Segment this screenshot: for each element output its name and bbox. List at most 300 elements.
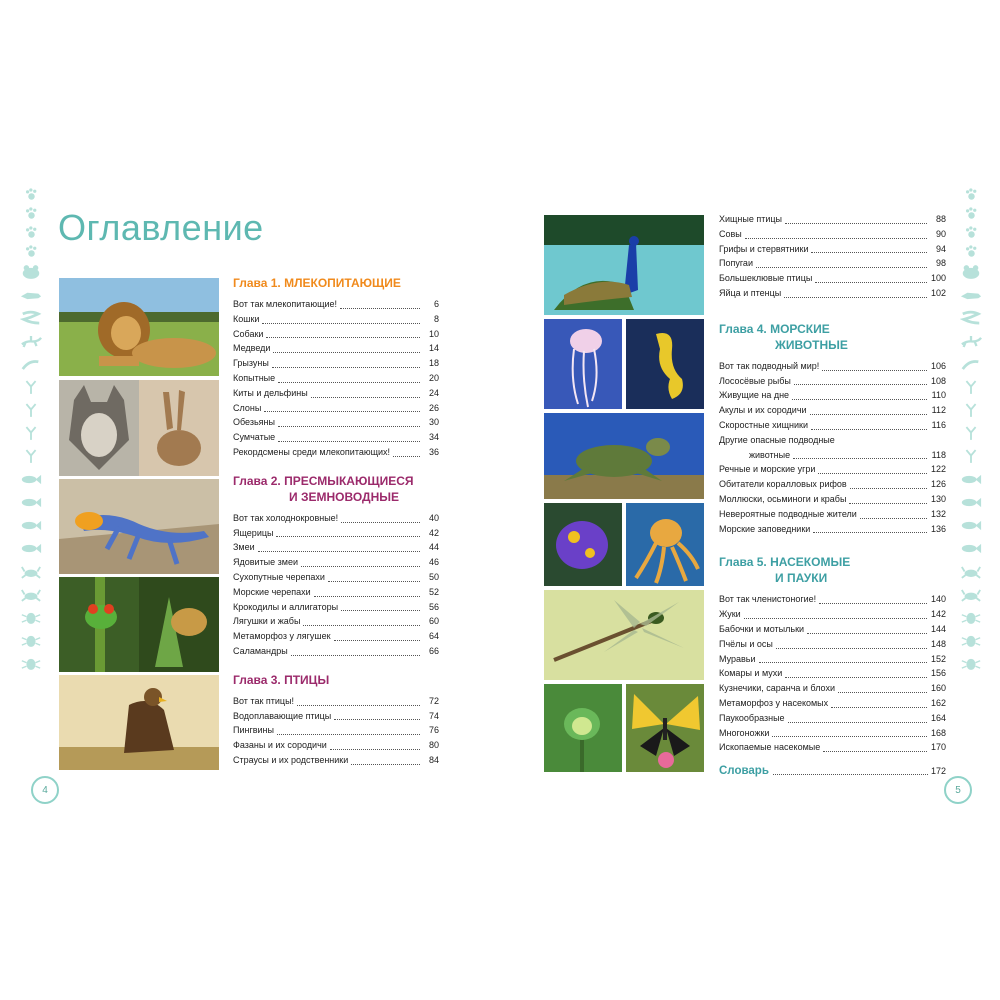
- jellyfish-photo: [544, 319, 622, 409]
- fish-icon: [20, 540, 42, 557]
- leader-dots: [776, 648, 927, 649]
- toc-entry-page: 132: [930, 508, 946, 519]
- leader-dots: [794, 384, 927, 385]
- turtle-photo: [544, 413, 704, 499]
- toc-entry[interactable]: [719, 740, 946, 755]
- toc-entry-page: 52: [428, 586, 439, 597]
- toc-entry-title: Пчёлы и осы: [719, 638, 773, 649]
- toc-entry-page: 152: [930, 653, 946, 664]
- leader-dots: [811, 429, 927, 430]
- toc-entry-title: Вот так холоднокровные!: [233, 512, 339, 523]
- toc-entry-title: Акулы и их сородичи: [719, 405, 807, 416]
- toc-entry-title: Речные и морские угри: [719, 464, 816, 475]
- toc-entry[interactable]: [719, 681, 946, 696]
- leader-dots: [744, 618, 927, 619]
- bug-icon: [960, 655, 982, 672]
- bug-icon: [20, 609, 42, 626]
- toc-entry-title: Комары и мухи: [719, 668, 783, 679]
- toc-entry-page: 136: [930, 523, 946, 534]
- chapter-3-title: ПТИЦЫ: [284, 672, 330, 687]
- toc-entry-title: Морские заповедники: [719, 523, 811, 534]
- toc-entry-page: 14: [428, 343, 439, 354]
- chapter-2: [233, 473, 439, 659]
- toc-entry[interactable]: [233, 723, 439, 738]
- leader-dots: [303, 625, 420, 626]
- bug-icon: [20, 632, 42, 649]
- toc-entry[interactable]: [233, 356, 439, 371]
- toc-entry-page: 40: [428, 512, 439, 523]
- glossary-page: 172: [930, 766, 946, 777]
- toc-entry[interactable]: [233, 585, 439, 600]
- lizard-photo: [59, 479, 219, 574]
- toc-entry-page: 66: [428, 645, 439, 656]
- toc-entry-page: 130: [930, 493, 946, 504]
- leader-dots: [341, 610, 420, 611]
- leader-dots: [278, 426, 420, 427]
- toc-entry-title: Большеклювые птицы: [719, 273, 813, 284]
- leader-dots: [276, 536, 420, 537]
- page-number-right: 5: [944, 776, 972, 804]
- toc-entry-title: Ящерицы: [233, 527, 274, 538]
- toc-entry-page: 106: [930, 360, 946, 371]
- leader-dots: [785, 677, 927, 678]
- toc-entry[interactable]: [719, 462, 946, 477]
- toc-entry-page: 140: [930, 594, 946, 605]
- toc-entry[interactable]: [233, 415, 439, 430]
- leader-dots: [831, 707, 927, 708]
- toc-entry-title: Обезьяны: [233, 417, 275, 428]
- toc-entry-page: 8: [433, 313, 439, 324]
- leader-dots: [788, 722, 927, 723]
- leader-dots: [314, 596, 420, 597]
- snake-icon: [960, 310, 982, 327]
- leader-dots: [849, 503, 927, 504]
- toc-entry-page: 36: [428, 446, 439, 457]
- toc-entry-page: 10: [428, 328, 439, 339]
- paw-icon: [965, 226, 978, 239]
- toc-entry[interactable]: [719, 522, 946, 537]
- leader-dots: [301, 566, 420, 567]
- toc-entry[interactable]: [233, 297, 439, 312]
- leader-dots: [772, 736, 927, 737]
- leader-dots: [393, 456, 420, 457]
- toc-entry-title: Кошки: [233, 313, 260, 324]
- toc-entry-page: 42: [428, 527, 439, 538]
- toc-entry-title: Хищные птицы: [719, 214, 783, 224]
- toc-entry-title: Жуки: [719, 609, 741, 620]
- toc-entry[interactable]: [233, 445, 439, 460]
- leader-dots: [822, 370, 927, 371]
- leader-dots: [291, 655, 420, 656]
- toc-entry-page: 102: [930, 287, 946, 298]
- leader-dots: [823, 751, 927, 752]
- chapter-1-entries: [233, 297, 439, 460]
- fish-icon: [20, 471, 42, 488]
- toc-entry-title: Вот так подводный мир!: [719, 360, 820, 371]
- toc-entry-title: Совы: [719, 228, 742, 239]
- toc-entry-page: 122: [930, 464, 946, 475]
- toc-entry[interactable]: [719, 726, 946, 741]
- nudibranch-photo: [544, 503, 622, 586]
- paw-icon: [25, 207, 38, 220]
- toc-entry-title: Водоплавающие птицы: [233, 710, 332, 721]
- toc-column-right: [719, 212, 946, 779]
- toc-entry[interactable]: [719, 666, 946, 681]
- toc-entry-page: 142: [930, 609, 946, 620]
- toc-entry-title: Обитатели коралловых рифов: [719, 479, 847, 490]
- toc-entry-page: 116: [931, 419, 946, 430]
- toc-entry[interactable]: [233, 327, 439, 342]
- leader-dots: [278, 441, 420, 442]
- leader-dots: [277, 734, 420, 735]
- toc-entry-page: 162: [930, 697, 946, 708]
- octopus-photo: [626, 503, 704, 586]
- toc-entry[interactable]: [719, 696, 946, 711]
- leader-dots: [341, 522, 420, 523]
- leader-dots: [818, 473, 927, 474]
- toc-entry[interactable]: [233, 312, 439, 327]
- toc-entry-page: 108: [930, 375, 946, 386]
- toc-entry[interactable]: [233, 526, 439, 541]
- paw-icon: [25, 188, 38, 201]
- glossary-entry[interactable]: [719, 763, 946, 779]
- leader-dots: [272, 367, 420, 368]
- leader-dots: [792, 399, 927, 400]
- toc-entry[interactable]: [719, 403, 946, 418]
- chapter-5-heading[interactable]: [719, 554, 946, 586]
- left-decor-strip: [14, 188, 48, 808]
- leader-dots: [756, 267, 927, 268]
- footprint-icon: [960, 425, 982, 442]
- toc-entry[interactable]: [719, 256, 946, 271]
- paw-icon: [965, 188, 978, 201]
- snake-icon: [20, 310, 42, 327]
- toc-entry[interactable]: [233, 401, 439, 416]
- footprint-icon: [20, 402, 42, 419]
- leader-dots: [819, 603, 927, 604]
- toc-entry-page: 74: [428, 710, 439, 721]
- toc-entry[interactable]: [233, 341, 439, 356]
- toc-entry[interactable]: [719, 711, 946, 726]
- leader-dots: [785, 223, 927, 224]
- chapter-1-heading[interactable]: [233, 275, 439, 291]
- toc-entry-title: Пингвины: [233, 725, 274, 736]
- toc-entry[interactable]: [233, 738, 439, 753]
- toc-entry[interactable]: [233, 511, 439, 526]
- fish-icon: [20, 494, 42, 511]
- toc-entry-title: Собаки: [233, 328, 264, 339]
- leader-dots: [351, 764, 420, 765]
- toc-entry-title: Грифы и стервятники: [719, 243, 809, 254]
- salamander-icon: [20, 356, 42, 373]
- chapter-3-entries: [233, 694, 439, 768]
- footprint-icon: [20, 425, 42, 442]
- leader-dots: [838, 692, 927, 693]
- toc-entry-page: 100: [930, 273, 946, 284]
- toc-entry-title: Невероятные подводные жители: [719, 508, 857, 519]
- toc-entry-page: 72: [428, 695, 439, 706]
- toc-entry-title: Копытные: [233, 372, 276, 383]
- leader-dots: [745, 238, 927, 239]
- toc-entry-title: Фазаны и их сородичи: [233, 740, 327, 751]
- lizard-icon: [960, 333, 982, 350]
- toc-entry-title: Попугаи: [719, 258, 753, 269]
- toc-entry-page: 170: [930, 742, 946, 753]
- page-title: Оглавление: [58, 207, 264, 248]
- toc-entry-line2: [719, 448, 946, 463]
- footprint-icon: [960, 448, 982, 465]
- toc-entry[interactable]: [719, 477, 946, 492]
- footprint-icon: [960, 402, 982, 419]
- leader-dots: [759, 662, 927, 663]
- toc-entry-title: Сумчатые: [233, 432, 276, 443]
- toc-entry-page: 24: [428, 387, 439, 398]
- lion-photo: [59, 278, 219, 376]
- leader-dots: [328, 581, 420, 582]
- toc-entry-title: Бабочки и мотыльки: [719, 623, 805, 634]
- fish-icon: [960, 540, 982, 557]
- chapter-2-entries: [233, 511, 439, 659]
- chapter-5-title-line1: НАСЕКОМЫЕ: [770, 555, 851, 570]
- toc-entry-title: Ядовитые змеи: [233, 557, 299, 568]
- toc-entry[interactable]: [719, 212, 946, 227]
- leader-dots: [860, 518, 927, 519]
- toc-entry-title: Другие опасные подводные: [719, 434, 835, 445]
- toc-entry[interactable]: [719, 637, 946, 652]
- chapter-5-label: Глава 5.: [719, 555, 767, 570]
- toc-entry-page: 88: [935, 214, 946, 224]
- toc-entry-title: Слоны: [233, 402, 262, 413]
- toc-entry-title: Ископаемые насекомые: [719, 742, 821, 753]
- toc-entry-page: 112: [931, 405, 946, 416]
- toc-entry-page: 160: [930, 683, 946, 694]
- leader-dots: [810, 414, 927, 415]
- chapter-2-title-line1: ПРЕСМЫКАЮЩИЕСЯ: [284, 473, 414, 488]
- toc-entry-title: Вот так млекопитающие!: [233, 299, 338, 309]
- toc-entry-title: Лососёвые рыбы: [719, 375, 791, 386]
- chapter-4-title-line2: ЖИВОТНЫЕ: [775, 337, 848, 352]
- toc-entry-title: Кузнечики, саранча и блохи: [719, 683, 835, 694]
- toc-entry-title: Метаморфоз у насекомых: [719, 697, 829, 708]
- toc-entry-title: Метаморфоз у лягушек: [233, 631, 331, 642]
- crab-icon: [20, 586, 42, 603]
- eagle-photo: [59, 675, 219, 770]
- toc-entry-title: Вот так членистоногие!: [719, 594, 817, 605]
- toc-entry[interactable]: [719, 374, 946, 389]
- crab-icon: [960, 563, 982, 580]
- footprint-icon: [960, 379, 982, 396]
- bug-icon: [960, 609, 982, 626]
- leader-dots: [850, 488, 927, 489]
- fish-icon: [20, 517, 42, 534]
- leader-dots: [815, 282, 927, 283]
- toc-entry-page: 168: [930, 727, 946, 738]
- toc-entry-title: Змеи: [233, 542, 255, 553]
- chapter-5-entries: [719, 592, 946, 755]
- paw-icon: [25, 226, 38, 239]
- salamander-icon: [960, 356, 982, 373]
- toc-entry-page: 76: [428, 725, 439, 736]
- toc-entry[interactable]: [719, 607, 946, 622]
- leader-dots: [258, 551, 420, 552]
- toc-entry[interactable]: [233, 709, 439, 724]
- leader-dots: [264, 411, 420, 412]
- toc-entry[interactable]: [233, 644, 439, 659]
- toc-entry-page: 46: [428, 557, 439, 568]
- toc-entry-page: 94: [935, 243, 946, 254]
- toc-entry[interactable]: [233, 600, 439, 615]
- toc-entry[interactable]: [233, 614, 439, 629]
- toc-entry[interactable]: [233, 430, 439, 445]
- toc-entry[interactable]: [233, 371, 439, 386]
- chapter-2-label: Глава 2.: [233, 473, 281, 488]
- toc-entry-page: 118: [931, 449, 946, 460]
- toc-entry[interactable]: [233, 386, 439, 401]
- toc-entry-page: 50: [428, 571, 439, 582]
- leader-dots: [262, 323, 420, 324]
- wolf-hare-photo: [59, 380, 219, 476]
- leader-dots: [784, 297, 927, 298]
- toc-entry-title: Яйца и птенцы: [719, 287, 782, 298]
- toc-entry[interactable]: [719, 652, 946, 667]
- toc-entry-title: Морские черепахи: [233, 586, 311, 597]
- toc-entry-title: Скоростные хищники: [719, 419, 809, 430]
- chapter-3: [233, 672, 439, 768]
- toc-entry-title: Вот так птицы!: [233, 695, 295, 706]
- toc-entry[interactable]: [719, 388, 946, 403]
- toc-entry[interactable]: [233, 629, 439, 644]
- toc-entry[interactable]: [719, 359, 946, 374]
- toc-entry[interactable]: [719, 242, 946, 257]
- toc-entry[interactable]: [719, 507, 946, 522]
- leader-dots: [334, 640, 420, 641]
- toc-entry-title: Рекордсмены среди млекопитающих!: [233, 446, 391, 457]
- peacock-photo: [544, 215, 704, 315]
- leader-dots: [311, 397, 420, 398]
- toc-entry[interactable]: [233, 753, 439, 768]
- toc-entry[interactable]: [233, 570, 439, 585]
- toc-entry-page: 84: [428, 754, 439, 765]
- toc-entry-title: Моллюски, осьминоги и крабы: [719, 493, 847, 504]
- lizard-icon: [20, 333, 42, 350]
- toc-entry[interactable]: [719, 492, 946, 507]
- fish-icon: [960, 471, 982, 488]
- toc-entry-title: Лягушки и жабы: [233, 616, 301, 627]
- chapter-1: [233, 275, 439, 460]
- toc-entry-page: 126: [930, 479, 946, 490]
- fish-icon: [960, 517, 982, 534]
- toc-entry-page: 26: [428, 402, 439, 413]
- frogs-photo: [59, 577, 219, 672]
- leader-dots: [266, 337, 420, 338]
- chapter-4-heading[interactable]: [719, 321, 946, 353]
- toc-entry-page: 98: [935, 258, 946, 269]
- toc-entry-title: Страусы и их родственники: [233, 754, 349, 765]
- toc-entry-page: 18: [428, 358, 439, 369]
- toc-entry[interactable]: [719, 271, 946, 286]
- leader-dots: [340, 308, 420, 309]
- paw-icon: [965, 207, 978, 220]
- toc-entry-page: 44: [428, 542, 439, 553]
- toc-entry[interactable]: [233, 694, 439, 709]
- bug-icon: [960, 632, 982, 649]
- leader-dots: [330, 749, 420, 750]
- chapter-3-heading[interactable]: [233, 672, 439, 688]
- butterfly-photo: [626, 684, 704, 772]
- toc-entry-page: 156: [930, 668, 946, 679]
- frog-icon: [20, 264, 42, 281]
- toc-entry[interactable]: [719, 433, 946, 463]
- toc-entry-title: Живущие на дне: [719, 390, 790, 401]
- toc-entry[interactable]: [233, 555, 439, 570]
- toc-entry-title: Муравьи: [719, 653, 756, 664]
- page-number-left: 4: [31, 776, 59, 804]
- leader-dots: [278, 382, 420, 383]
- chapter-2-title-line2: И ЗЕМНОВОДНЫЕ: [289, 489, 399, 504]
- toc-entry-page: 110: [931, 390, 946, 401]
- footprint-icon: [20, 448, 42, 465]
- crocodile-icon: [960, 287, 982, 304]
- seahorse-photo: [626, 319, 704, 409]
- paw-icon: [25, 245, 38, 258]
- leader-dots: [297, 705, 420, 706]
- toc-entry[interactable]: [233, 540, 439, 555]
- toc-entry-title: Сухопутные черепахи: [233, 571, 325, 582]
- toc-entry[interactable]: [719, 227, 946, 242]
- leader-dots: [793, 458, 927, 459]
- toc-entry-page: 144: [930, 623, 946, 634]
- fish-icon: [960, 494, 982, 511]
- chapter-1-label: Глава 1.: [233, 276, 281, 290]
- toc-entry-page: 6: [433, 299, 439, 309]
- chapter-4-entries: [719, 359, 946, 537]
- leader-dots: [773, 774, 928, 775]
- chapter-2-heading[interactable]: [233, 473, 439, 505]
- toc-entry-title: Крокодилы и аллигаторы: [233, 601, 339, 612]
- toc-entry[interactable]: [719, 286, 946, 301]
- crab-icon: [20, 563, 42, 580]
- toc-column-left: [233, 275, 439, 768]
- toc-entry[interactable]: [719, 622, 946, 637]
- chapter-5-title-line2: И ПАУКИ: [775, 571, 828, 586]
- toc-entry[interactable]: [719, 418, 946, 433]
- toc-entry-title-cont: животные: [749, 449, 791, 460]
- beetle-photo: [544, 684, 622, 772]
- toc-entry-page: 64: [428, 631, 439, 642]
- dragonfly-photo: [544, 590, 704, 680]
- right-decor-strip: [954, 188, 988, 808]
- toc-entry-page: 56: [428, 601, 439, 612]
- toc-entry-title: Паукообразные: [719, 712, 785, 723]
- leader-dots: [807, 633, 927, 634]
- toc-entry-title: Медведи: [233, 343, 271, 354]
- crab-icon: [960, 586, 982, 603]
- footprint-icon: [20, 379, 42, 396]
- chapter-4: [719, 321, 946, 537]
- chapter-3-label: Глава 3.: [233, 672, 281, 687]
- chapter-5: [719, 554, 946, 755]
- toc-entry[interactable]: [719, 592, 946, 607]
- toc-entry-page: 60: [428, 616, 439, 627]
- chapter-1-title: МЛЕКОПИТАЮЩИЕ: [284, 276, 401, 290]
- leader-dots: [334, 719, 420, 720]
- chapter-4-title-line1: МОРСКИЕ: [770, 321, 830, 336]
- leader-dots: [813, 532, 927, 533]
- toc-entry-title: Саламандры: [233, 645, 288, 656]
- crocodile-icon: [20, 287, 42, 304]
- toc-entry-title: Киты и дельфины: [233, 387, 308, 398]
- toc-entry-page: 148: [930, 638, 946, 649]
